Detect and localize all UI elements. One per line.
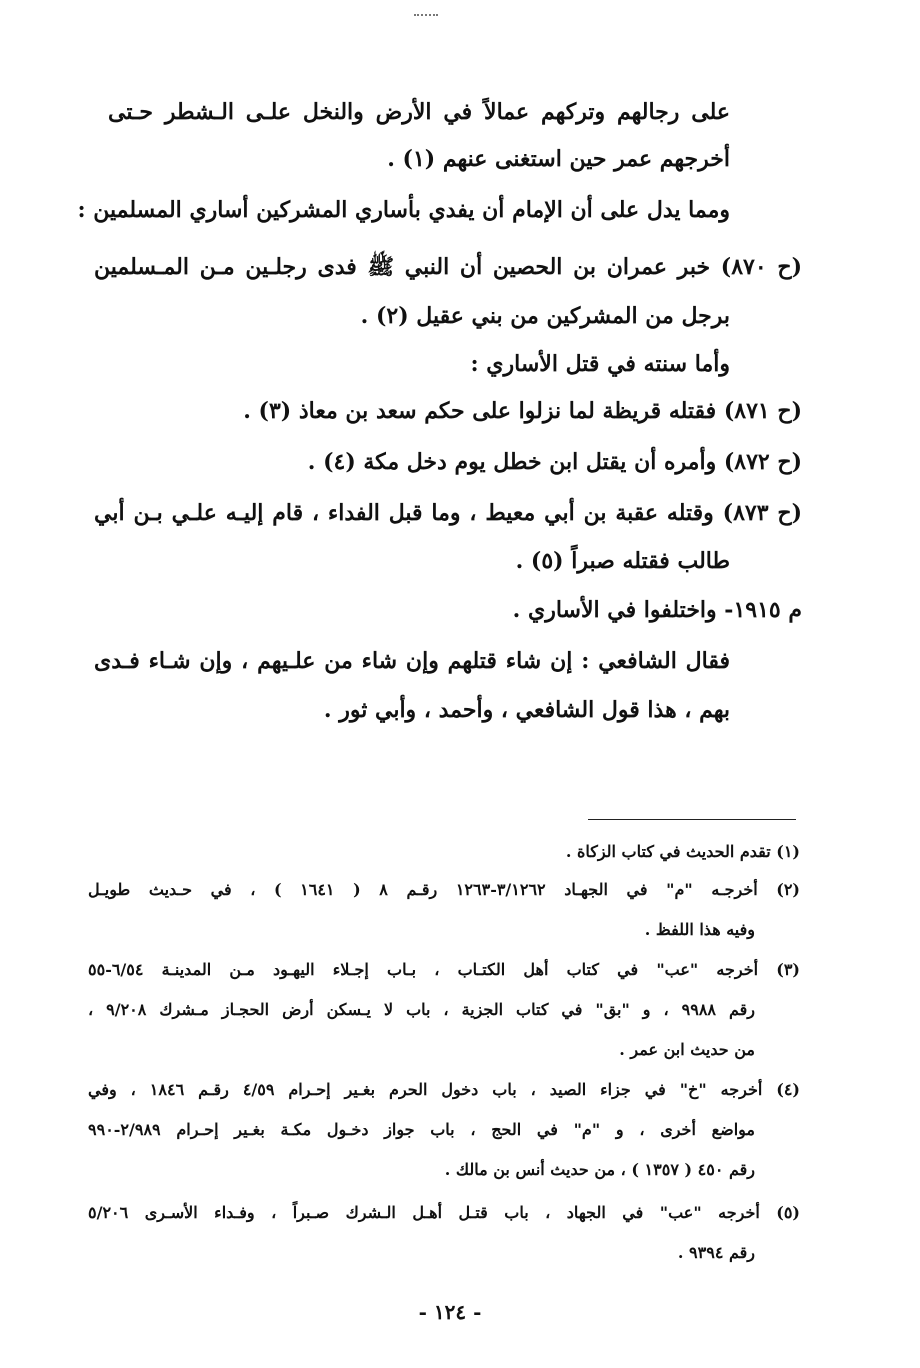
body-line-4: (ح ٨٧٠) خبر عمران بن الحصين أن النبي ﷺ فدى رجلـين مـن المـسلمين bbox=[94, 254, 802, 280]
body-line-3: ومما يدل على أن الإمام أن يفدي بأساري المشركين أساري المسلمين : bbox=[77, 197, 730, 223]
footnote-4-end: رقم ٤٥٠ ( ١٣٥٧ ) ، من حديث أنس بن مالك . bbox=[444, 1160, 755, 1179]
footnote-5-cont: رقم ٩٣٩٤ . bbox=[677, 1243, 755, 1262]
body-line-8: (ح ٨٧٢) وأمره أن يقتل ابن خطل يوم دخل مكة (٤) . bbox=[307, 449, 802, 475]
page-number: - ١٢٤ - bbox=[418, 1300, 482, 1324]
footnote-2-cont: وفيه هذا اللفظ . bbox=[644, 920, 755, 939]
body-line-9: (ح ٨٧٣) وقتله عقبة بن أبي معيط ، وما قبل الفداء ، قام إليـه علـي بـن أبي bbox=[94, 500, 802, 526]
footnote-4-cont: مواضع أخرى ، و "م" في الحج ، باب جواز دخـول مكـة بغـير إحـرام ٢/٩٨٩-٩٩٠ bbox=[88, 1120, 755, 1139]
body-line-5: برجل من المشركين من بني عقيل (٢) . bbox=[360, 303, 730, 329]
footnote-3: (٣) أخرجه "عب" في كتاب أهل الكتـاب ، بـاب إجـلاء اليهـود مـن المدينـة ٦/٥٤-٥٥ bbox=[88, 960, 800, 979]
top-ornament bbox=[414, 14, 438, 19]
body-line-1: على رجالهم وتركهم عمالاً في الأرض والنخل علـى الـشطر حـتى bbox=[108, 99, 730, 125]
body-line-6: وأما سنته في قتل الأساري : bbox=[470, 351, 730, 377]
footnote-3-end: من حديث ابن عمر . bbox=[619, 1040, 755, 1059]
body-line-10: طالب فقتله صبراً (٥) . bbox=[515, 548, 730, 574]
body-line-2: أخرجهم عمر حين استغنى عنهم (١) . bbox=[387, 146, 730, 172]
footnote-3-cont: رقم ٩٩٨٨ ، و "بق" في كتاب الجزية ، باب لا يـسكن أرض الحجـاز مـشرك ٩/٢٠٨ ، bbox=[88, 1000, 756, 1019]
footnote-2: (٢) أخرجـه "م" في الجهـاد ٣/١٢٦٢-١٢٦٣ رقـم ٨ ( ١٦٤١ ) ، في حـديث طويـل bbox=[88, 880, 800, 899]
footnote-4: (٤) أخرجه "خ" في جزاء الصيد ، باب دخول الحرم بغـير إحـرام ٤/٥٩ رقـم ١٨٤٦ ، وفي bbox=[88, 1080, 800, 1099]
section-heading: م ١٩١٥- واختلفوا في الأساري . bbox=[512, 597, 802, 623]
body-line-13: بهم ، هذا قول الشافعي ، وأحمد ، وأبي ثور . bbox=[323, 697, 730, 723]
body-line-7: (ح ٨٧١) فقتله قريظة لما نزلوا على حكم سعد بن معاذ (٣) . bbox=[243, 398, 802, 424]
footnote-1: (١) تقدم الحديث في كتاب الزكاة . bbox=[565, 842, 800, 861]
footnote-separator bbox=[588, 819, 796, 820]
body-line-12: فقال الشافعي : إن شاء قتلهم وإن شاء من علـيهم ، وإن شـاء فـدى bbox=[94, 648, 730, 674]
footnote-5: (٥) أخرجه "عب" في الجهاد ، باب قتـل أهـل الـشرك صـبراً ، وفـداء الأسـرى ٥/٢٠٦ bbox=[88, 1203, 800, 1222]
